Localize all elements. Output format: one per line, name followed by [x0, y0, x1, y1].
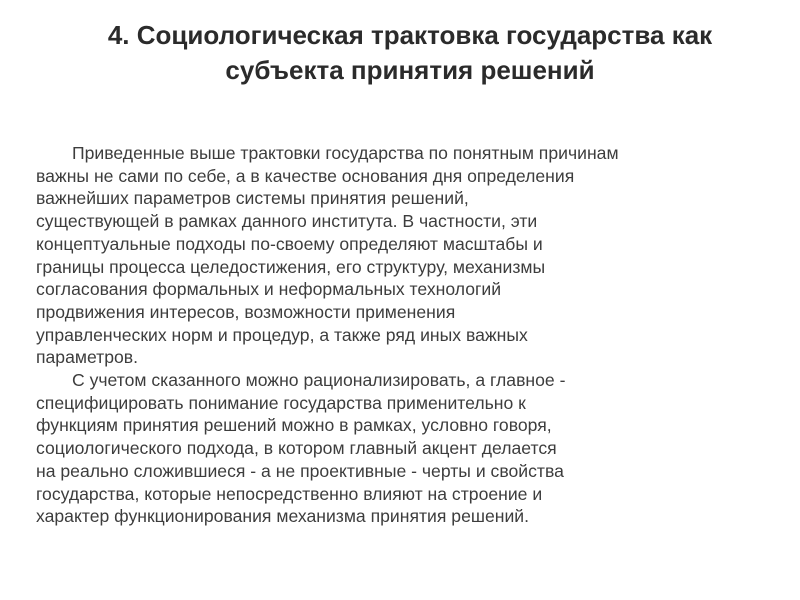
paragraph-line: важнейших параметров системы принятия решений,	[36, 188, 469, 209]
paragraph-line: социологического подхода, в котором главный акцент делается	[36, 438, 557, 459]
slide-body	[36, 142, 746, 528]
paragraph-line: характер функционирования механизма принятия решений.	[36, 506, 530, 527]
paragraph-line: продвижения интересов, возможности применения	[36, 301, 456, 322]
slide-title-line: 4. Социологическая трактовка государства как	[107, 20, 713, 50]
paragraph-line: управленческих норм и процедур, а также ряд иных важных	[36, 324, 528, 345]
paragraph-2	[36, 369, 746, 528]
paragraph-line: согласования формальных и неформальных технологий	[36, 279, 502, 300]
paragraph-line: С учетом сказанного можно рационализировать, а главное -	[72, 370, 566, 391]
paragraph-line: государства, которые непосредственно влияют на строение и	[36, 483, 543, 504]
slide-title	[60, 18, 760, 88]
paragraph-line: параметров.	[36, 347, 139, 368]
paragraph-line: специфицировать понимание государства применительно к	[36, 392, 526, 413]
paragraph-line: границы процесса целедостижения, его структуру, механизмы	[36, 256, 546, 277]
paragraph-1	[36, 142, 746, 369]
paragraph-line: функциям принятия решений можно в рамках, условно говоря,	[36, 415, 552, 436]
paragraph-line: концептуальные подходы по-своему определяют масштабы и	[36, 233, 543, 254]
paragraph-line: существующей в рамках данного института. В частности, эти	[36, 211, 538, 232]
paragraph-line: Приведенные выше трактовки государства по понятным причинам	[72, 143, 619, 163]
paragraph-line: важны не сами по себе, а в качестве основания дня определения	[36, 165, 575, 186]
slide-title-line: субъекта принятия решений	[225, 55, 595, 85]
paragraph-line: на реально сложившиеся - а не проективные - черты и свойства	[36, 460, 564, 481]
